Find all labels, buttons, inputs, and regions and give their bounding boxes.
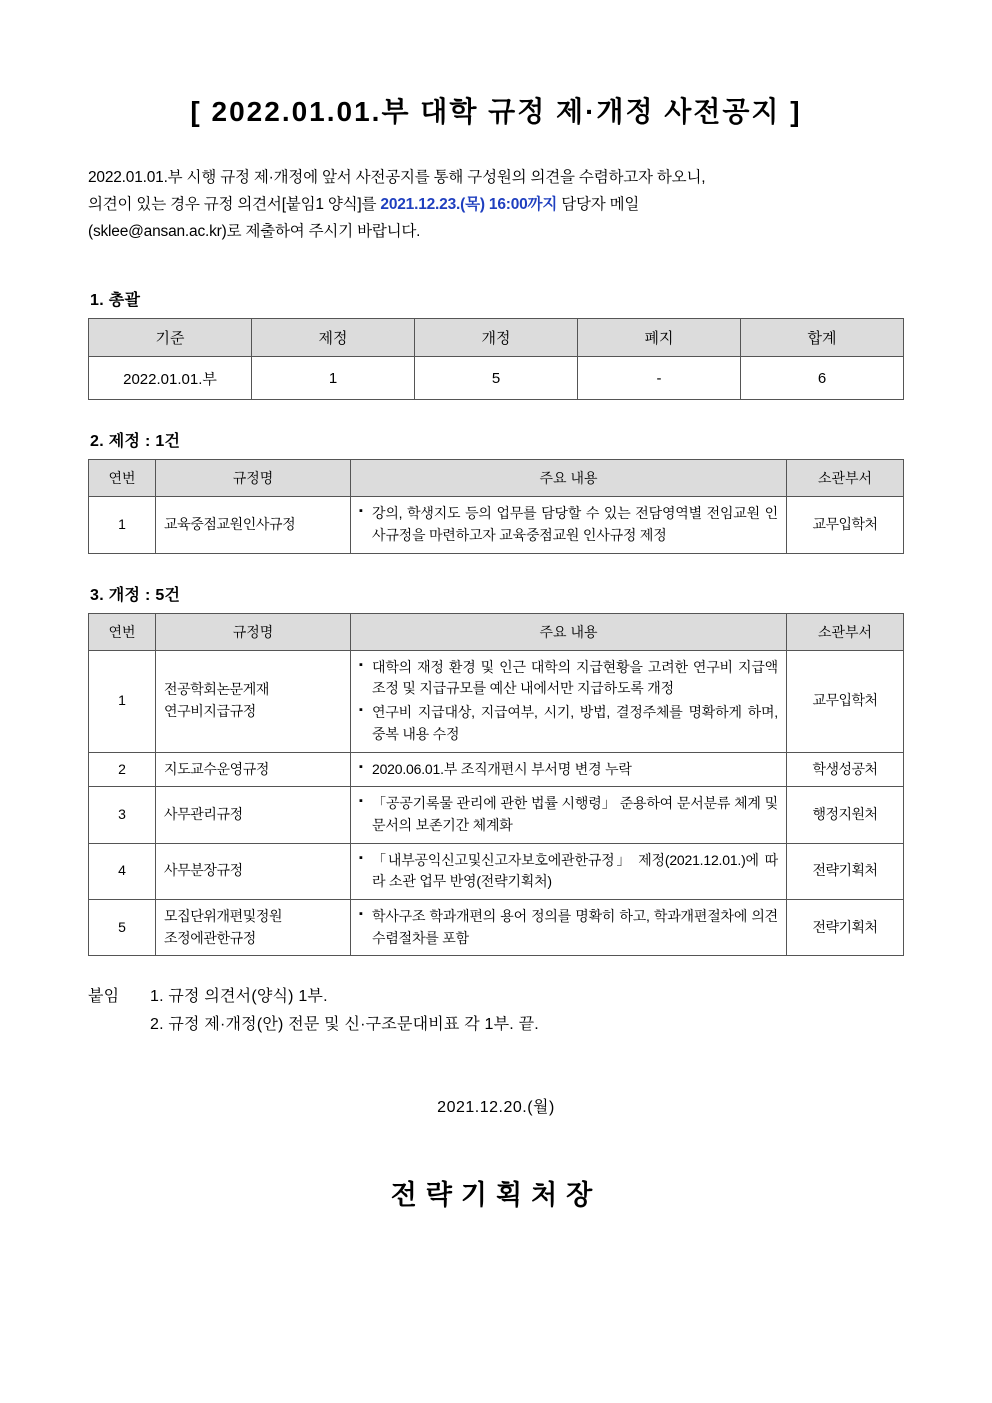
content-bullet-item: ▪ 「내부공익신고및신고자보호에관한규정」 제정(2021.12.01.)에 따라 소관 업무 반영(전략기획처)	[359, 850, 778, 893]
content-bullet-list	[359, 503, 778, 546]
enactment-table	[88, 459, 904, 553]
table-header-row	[89, 460, 904, 497]
col-header-regulation-name: 규정명	[156, 460, 351, 497]
col-header-department: 소관부서	[787, 613, 904, 650]
intro-line-2-prefix: 의견이 있는 경우 규정 의견서[붙임1 양식]를	[88, 196, 381, 214]
document-signer: 전략기획처장	[390, 1179, 602, 1210]
cell-main-content	[351, 843, 787, 899]
col-header-no: 연번	[89, 613, 156, 650]
section-1-heading: 1. 총괄	[90, 292, 141, 310]
cell-main-content	[351, 899, 787, 955]
cell-department: 행정지원처	[787, 787, 904, 843]
attachments-list	[150, 984, 904, 1039]
cell-no: 1	[89, 497, 156, 553]
col-header-department: 소관부서	[787, 460, 904, 497]
content-bullet-list	[359, 759, 778, 781]
cell-regulation-name: 교육중점교원인사규정	[156, 497, 351, 553]
deadline-highlight: 2021.12.23.(목) 16:00까지	[380, 196, 558, 214]
cell-no: 1	[89, 650, 156, 752]
section-3-heading: 3. 개정 : 5건	[90, 586, 181, 604]
cell-regulation-name: 모집단위개편및정원 조정에관한규정	[156, 899, 351, 955]
intro-line-3: (sklee@ansan.ac.kr)로 제출하여 주시기 바랍니다.	[88, 223, 421, 241]
intro-paragraph	[88, 164, 904, 245]
cell-enacted: 1	[252, 357, 415, 400]
cell-department: 학생성공처	[787, 752, 904, 787]
cell-no: 3	[89, 787, 156, 843]
content-bullet-item: ▪ 강의, 학생지도 등의 업무를 담당할 수 있는 전담영역별 전임교원 인사규정을 마련하고자 교육중점교원 인사규정 제정	[359, 503, 778, 546]
col-header-revised: 개정	[415, 319, 578, 357]
content-bullet-item: ▪ 학사구조 학과개편의 용어 정의를 명확히 하고, 학과개편절차에 의견수렴절차를 포함	[359, 906, 778, 949]
attachments-block	[88, 984, 904, 1039]
table-row	[89, 752, 904, 787]
attachment-item: 1. 규정 의견서(양식) 1부.	[150, 988, 328, 1006]
col-header-regulation-name: 규정명	[156, 613, 351, 650]
page-title: [ 2022.01.01.부 대학 규정 제·개정 사전공지 ]	[190, 96, 802, 127]
table-row	[89, 787, 904, 843]
content-bullet-item: ▪ 연구비 지급대상, 지급여부, 시기, 방법, 결정주체를 명확하게 하며, 중복 내용 수정	[359, 702, 778, 745]
cell-regulation-name: 사무분장규정	[156, 843, 351, 899]
cell-department: 전략기획처	[787, 899, 904, 955]
attachments-label: 붙임	[88, 988, 120, 1006]
table-row	[89, 843, 904, 899]
cell-no: 2	[89, 752, 156, 787]
col-header-main-content: 주요 내용	[351, 613, 787, 650]
cell-department: 교무입학처	[787, 497, 904, 553]
content-bullet-list	[359, 906, 778, 949]
col-header-total: 합계	[741, 319, 904, 357]
content-bullet-list	[359, 850, 778, 893]
cell-total: 6	[741, 357, 904, 400]
document-date: 2021.12.20.(월)	[437, 1098, 555, 1116]
intro-line-1: 2022.01.01.부 시행 규정 제·개정에 앞서 사전공지를 통해 구성원의 의견을 수렴하고자 하오니,	[88, 169, 706, 186]
table-row	[89, 497, 904, 553]
content-bullet-list	[359, 657, 778, 746]
cell-regulation-name: 전공학회논문게재 연구비지급규정	[156, 650, 351, 752]
cell-main-content	[351, 787, 787, 843]
content-bullet-list	[359, 793, 778, 836]
col-header-no: 연번	[89, 460, 156, 497]
cell-main-content	[351, 752, 787, 787]
cell-regulation-name: 지도교수운영규정	[156, 752, 351, 787]
attachment-item: 2. 규정 제·개정(안) 전문 및 신·구조문대비표 각 1부. 끝.	[150, 1015, 539, 1033]
table-row	[89, 650, 904, 752]
enactment-table-body	[89, 497, 904, 553]
content-bullet-item: ▪ 2020.06.01.부 조직개편시 부서명 변경 누락	[359, 759, 778, 781]
col-header-standard: 기준	[89, 319, 252, 357]
cell-regulation-name: 사무관리규정	[156, 787, 351, 843]
revision-table-body	[89, 650, 904, 956]
col-header-main-content: 주요 내용	[351, 460, 787, 497]
content-bullet-item: ▪ 「공공기록물 관리에 관한 법률 시행령」 준용하여 문서분류 체계 및 문서의 보존기간 체계화	[359, 793, 778, 836]
cell-abolished: -	[578, 357, 741, 400]
table-header-row	[89, 613, 904, 650]
cell-no: 5	[89, 899, 156, 955]
cell-main-content	[351, 497, 787, 553]
col-header-enacted: 제정	[252, 319, 415, 357]
cell-revised: 5	[415, 357, 578, 400]
content-bullet-item: ▪ 대학의 재정 환경 및 인근 대학의 지급현황을 고려한 연구비 지급액 조정 및 지급규모를 예산 내에서만 지급하도록 개정	[359, 657, 778, 700]
table-row	[89, 357, 904, 400]
cell-department: 전략기획처	[787, 843, 904, 899]
cell-standard: 2022.01.01.부	[89, 357, 252, 400]
cell-no: 4	[89, 843, 156, 899]
col-header-abolished: 폐지	[578, 319, 741, 357]
cell-department: 교무입학처	[787, 650, 904, 752]
intro-line-2-suffix: 담당자 메일	[557, 196, 640, 214]
section-2-heading: 2. 제정 : 1건	[90, 433, 181, 451]
summary-table	[88, 318, 904, 400]
cell-main-content	[351, 650, 787, 752]
table-header-row	[89, 319, 904, 357]
revision-table	[88, 613, 904, 957]
table-row	[89, 899, 904, 955]
